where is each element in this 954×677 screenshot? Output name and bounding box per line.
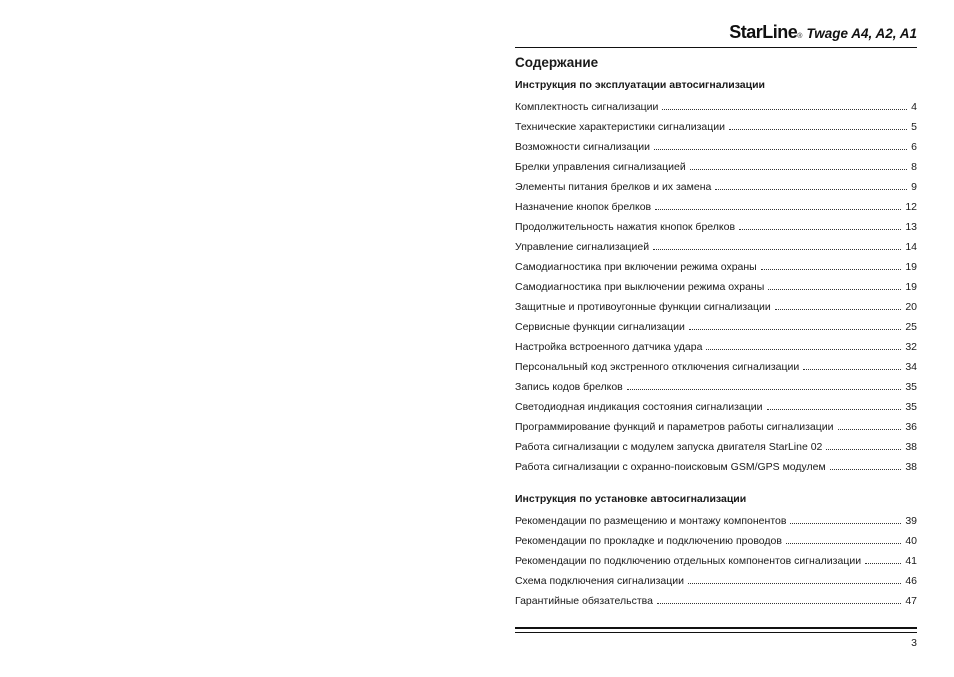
toc-entry-page: 8 (911, 161, 917, 173)
dot-leader (826, 449, 901, 450)
dot-leader (830, 469, 902, 470)
toc-entry-page: 13 (905, 221, 917, 233)
toc-entry-page: 46 (905, 575, 917, 587)
toc-entry-page: 35 (905, 381, 917, 393)
toc-entry-title: Самодиагностика при включении режима охраны (515, 261, 757, 273)
dot-leader (865, 563, 901, 564)
toc-entry-page: 36 (905, 421, 917, 433)
toc-entry-page: 6 (911, 141, 917, 153)
toc-entry[interactable] (515, 133, 917, 153)
toc-entry-title: Управление сигнализацией (515, 241, 650, 253)
toc-entry[interactable] (515, 173, 917, 193)
dot-leader (786, 543, 901, 544)
toc-entry-title: Гарантийные обязательства (515, 595, 653, 607)
toc-entry-page: 20 (905, 301, 917, 313)
toc-entry[interactable] (515, 433, 917, 453)
toc-entry-title: Персональный код экстренного отключения сигнализации (515, 361, 800, 373)
toc-entry-title: Схема подключения сигнализации (515, 575, 684, 587)
toc-entry-title: Продолжительность нажатия кнопок брелков (515, 221, 736, 233)
dot-leader (775, 309, 902, 310)
toc-entry-page: 14 (905, 241, 917, 253)
toc-entry-page: 38 (905, 461, 917, 473)
section-heading-operation: Инструкция по эксплуатации автосигнализации (515, 79, 765, 91)
dot-leader (803, 369, 901, 370)
toc-entry[interactable] (515, 113, 917, 133)
toc-entry[interactable] (515, 547, 917, 567)
toc-entry-title: Назначение кнопок брелков (515, 201, 652, 213)
toc-entry-page: 47 (905, 595, 917, 607)
toc-entry[interactable] (515, 527, 917, 547)
toc-entry-title: Светодиодная индикация состояния сигнализации (515, 401, 763, 413)
toc-entry-title: Самодиагностика при выключении режима охраны (515, 281, 765, 293)
dot-leader (761, 269, 902, 270)
toc-entry-page: 19 (905, 261, 917, 273)
toc-entry-title: Программирование функций и параметров работы сигнализации (515, 421, 834, 433)
dot-leader (655, 209, 901, 210)
toc-entry[interactable] (515, 253, 917, 273)
header-rule (515, 47, 917, 48)
toc-entry[interactable] (515, 393, 917, 413)
dot-leader (653, 249, 901, 250)
toc-entry-page: 40 (905, 535, 917, 547)
toc-entry-title: Технические характеристики сигнализации (515, 121, 725, 133)
toc-list-installation (515, 507, 917, 607)
toc-entry-title: Возможности сигнализации (515, 141, 650, 153)
toc-entry-page: 12 (905, 201, 917, 213)
dot-leader (662, 109, 907, 110)
toc-entry[interactable] (515, 273, 917, 293)
page-number: 3 (911, 637, 917, 649)
toc-entry-title: Защитные и противоугонные функции сигнализации (515, 301, 771, 313)
toc-entry-page: 19 (905, 281, 917, 293)
toc-entry-title: Работа сигнализации с охранно-поисковым GSM/GPS модулем (515, 461, 826, 473)
toc-entry-page: 41 (905, 555, 917, 567)
toc-entry-page: 4 (911, 101, 917, 113)
toc-page (515, 0, 917, 677)
toc-entry[interactable] (515, 587, 917, 607)
toc-entry-page: 32 (905, 341, 917, 353)
toc-entry-title: Комплектность сигнализации (515, 101, 659, 113)
footer-rule (515, 627, 917, 633)
toc-entry-title: Рекомендации по подключению отдельных компонентов сигнализации (515, 555, 862, 567)
toc-entry[interactable] (515, 313, 917, 333)
toc-entry[interactable] (515, 507, 917, 527)
toc-entry-title: Настройка встроенного датчика удара (515, 341, 703, 353)
dot-leader (689, 329, 901, 330)
toc-entry[interactable] (515, 153, 917, 173)
toc-entry[interactable] (515, 453, 917, 473)
toc-entry[interactable] (515, 567, 917, 587)
dot-leader (706, 349, 901, 350)
toc-entry-title: Запись кодов брелков (515, 381, 623, 393)
toc-entry-title: Работа сигнализации с модулем запуска двигателя StarLine 02 (515, 441, 823, 453)
toc-entry-page: 39 (905, 515, 917, 527)
page-header (729, 22, 917, 46)
dot-leader (790, 523, 901, 524)
toc-entry[interactable] (515, 413, 917, 433)
toc-entry[interactable] (515, 193, 917, 213)
dot-leader (768, 289, 901, 290)
dot-leader (767, 409, 902, 410)
toc-entry-page: 5 (911, 121, 917, 133)
toc-entry-title: Элементы питания брелков и их замена (515, 181, 712, 193)
dot-leader (690, 169, 907, 170)
toc-entry-title: Брелки управления сигнализацией (515, 161, 686, 173)
dot-leader (688, 583, 901, 584)
toc-entry[interactable] (515, 213, 917, 233)
toc-entry[interactable] (515, 333, 917, 353)
toc-entry[interactable] (515, 293, 917, 313)
dot-leader (729, 129, 907, 130)
toc-entry-page: 34 (905, 361, 917, 373)
toc-entry-page: 38 (905, 441, 917, 453)
brand-logo: StarLine (729, 22, 798, 42)
section-heading-installation: Инструкция по установке автосигнализации (515, 493, 747, 505)
registered-mark: ® (797, 33, 803, 40)
dot-leader (715, 189, 907, 190)
toc-entry[interactable] (515, 353, 917, 373)
toc-entry-title: Рекомендации по размещению и монтажу компонентов (515, 515, 787, 527)
toc-entry[interactable] (515, 233, 917, 253)
toc-entry-title: Сервисные функции сигнализации (515, 321, 685, 333)
dot-leader (627, 389, 902, 390)
toc-entry[interactable] (515, 93, 917, 113)
toc-entry-page: 35 (905, 401, 917, 413)
toc-entry-page: 25 (905, 321, 917, 333)
toc-entry-page: 9 (911, 181, 917, 193)
toc-list-operation (515, 93, 917, 473)
dot-leader (838, 429, 902, 430)
dot-leader (657, 603, 901, 604)
toc-entry-title: Рекомендации по прокладке и подключению проводов (515, 535, 782, 547)
model-name: Twage A4, A2, A1 (806, 26, 917, 41)
page-title: Содержание (515, 55, 599, 70)
dot-leader (739, 229, 901, 230)
dot-leader (654, 149, 907, 150)
toc-entry[interactable] (515, 373, 917, 393)
